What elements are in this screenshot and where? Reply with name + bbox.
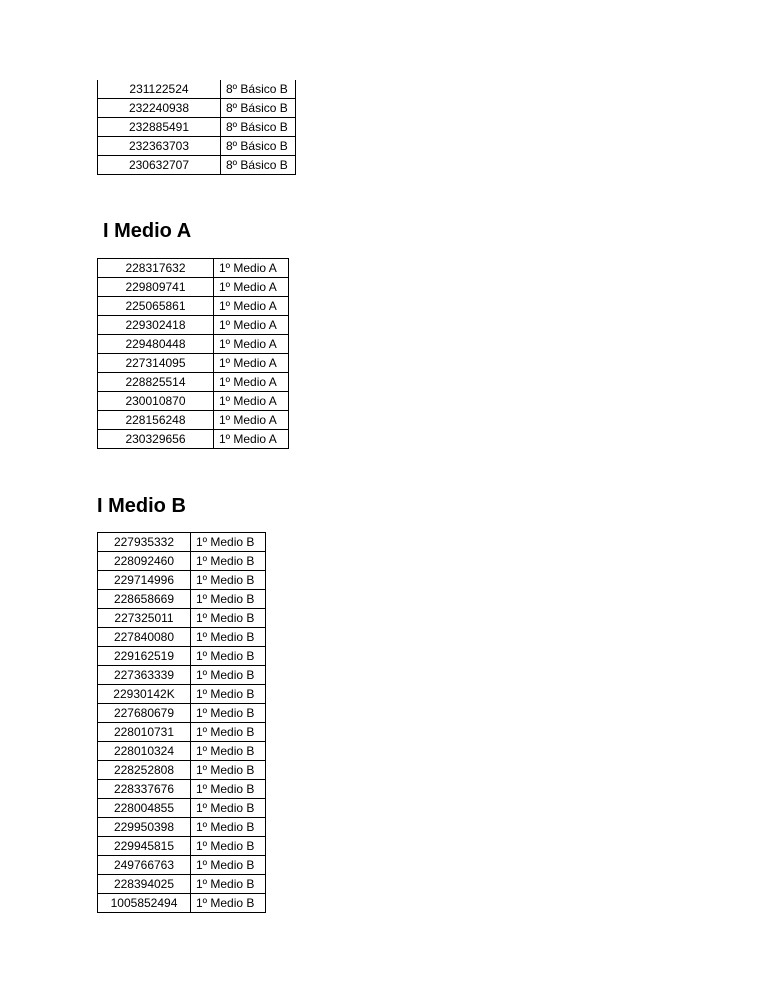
- roster-table-body: [98, 80, 296, 175]
- course-cell: 1º Medio A: [214, 373, 289, 392]
- roster-table-body: [98, 533, 266, 913]
- student-id-cell: 232885491: [98, 118, 221, 137]
- table-row: [98, 590, 266, 609]
- table-row: [98, 609, 266, 628]
- course-cell: 1º Medio A: [214, 316, 289, 335]
- student-id-cell: 228010324: [98, 742, 191, 761]
- table-row: [98, 118, 296, 137]
- course-cell: 1º Medio B: [191, 723, 266, 742]
- student-id-cell: 229162519: [98, 647, 191, 666]
- course-cell: 1º Medio B: [191, 894, 266, 913]
- course-cell: 1º Medio B: [191, 666, 266, 685]
- course-cell: 8º Básico B: [221, 156, 296, 175]
- student-id-cell: 228825514: [98, 373, 214, 392]
- table-row: [98, 278, 289, 297]
- table-row: [98, 80, 296, 99]
- course-cell: 1º Medio B: [191, 761, 266, 780]
- course-cell: 1º Medio B: [191, 742, 266, 761]
- roster-table-1-medio-b: [97, 532, 266, 913]
- student-id-cell: 228317632: [98, 259, 214, 278]
- student-id-cell: 227314095: [98, 354, 214, 373]
- table-row: [98, 666, 266, 685]
- table-row: [98, 354, 289, 373]
- course-cell: 1º Medio B: [191, 628, 266, 647]
- course-cell: 1º Medio B: [191, 552, 266, 571]
- course-cell: 1º Medio B: [191, 875, 266, 894]
- section-heading-1-medio-a: I Medio A: [103, 220, 192, 242]
- student-id-cell: 227935332: [98, 533, 191, 552]
- student-id-cell: 227680679: [98, 704, 191, 723]
- student-id-cell: 232240938: [98, 99, 221, 118]
- table-row: [98, 780, 266, 799]
- table-row: [98, 430, 289, 449]
- course-cell: 1º Medio B: [191, 799, 266, 818]
- student-id-cell: 229950398: [98, 818, 191, 837]
- course-cell: 1º Medio B: [191, 704, 266, 723]
- table-row: [98, 647, 266, 666]
- student-id-cell: 227840080: [98, 628, 191, 647]
- course-cell: 1º Medio A: [214, 430, 289, 449]
- table-row: [98, 137, 296, 156]
- student-id-cell: 228394025: [98, 875, 191, 894]
- student-id-cell: 229945815: [98, 837, 191, 856]
- table-row: [98, 704, 266, 723]
- table-row: [98, 818, 266, 837]
- student-id-cell: 229714996: [98, 571, 191, 590]
- roster-table-8-basico-b: [97, 80, 296, 175]
- table-row: [98, 411, 289, 430]
- course-cell: 1º Medio B: [191, 780, 266, 799]
- table-row: [98, 628, 266, 647]
- student-id-cell: 229302418: [98, 316, 214, 335]
- roster-table-body: [98, 259, 289, 449]
- course-cell: 1º Medio B: [191, 571, 266, 590]
- student-id-cell: 232363703: [98, 137, 221, 156]
- student-id-cell: 230329656: [98, 430, 214, 449]
- student-id-cell: 230632707: [98, 156, 221, 175]
- table-row: [98, 685, 266, 704]
- table-row: [98, 894, 266, 913]
- course-cell: 1º Medio A: [214, 411, 289, 430]
- course-cell: 1º Medio A: [214, 278, 289, 297]
- course-cell: 1º Medio A: [214, 335, 289, 354]
- student-id-cell: 228010731: [98, 723, 191, 742]
- course-cell: 1º Medio B: [191, 818, 266, 837]
- course-cell: 8º Básico B: [221, 137, 296, 156]
- student-id-cell: 227325011: [98, 609, 191, 628]
- table-row: [98, 316, 289, 335]
- course-cell: 1º Medio B: [191, 647, 266, 666]
- table-row: [98, 875, 266, 894]
- student-id-cell: 228337676: [98, 780, 191, 799]
- student-id-cell: 229809741: [98, 278, 214, 297]
- table-row: [98, 156, 296, 175]
- student-id-cell: 227363339: [98, 666, 191, 685]
- table-row: [98, 552, 266, 571]
- table-row: [98, 799, 266, 818]
- section-heading-1-medio-b: I Medio B: [97, 495, 186, 517]
- table-row: [98, 259, 289, 278]
- student-id-cell: 1005852494: [98, 894, 191, 913]
- student-id-cell: 228092460: [98, 552, 191, 571]
- student-id-cell: 225065861: [98, 297, 214, 316]
- course-cell: 1º Medio A: [214, 259, 289, 278]
- course-cell: 1º Medio B: [191, 856, 266, 875]
- student-id-cell: 228658669: [98, 590, 191, 609]
- course-cell: 1º Medio B: [191, 609, 266, 628]
- table-row: [98, 742, 266, 761]
- course-cell: 8º Básico B: [221, 118, 296, 137]
- course-cell: 1º Medio B: [191, 837, 266, 856]
- table-row: [98, 837, 266, 856]
- table-row: [98, 723, 266, 742]
- course-cell: 1º Medio B: [191, 685, 266, 704]
- course-cell: 1º Medio A: [214, 392, 289, 411]
- course-cell: 1º Medio A: [214, 297, 289, 316]
- course-cell: 8º Básico B: [221, 99, 296, 118]
- student-id-cell: 228004855: [98, 799, 191, 818]
- student-id-cell: 22930142K: [98, 685, 191, 704]
- table-row: [98, 533, 266, 552]
- student-id-cell: 228156248: [98, 411, 214, 430]
- course-cell: 1º Medio B: [191, 533, 266, 552]
- table-row: [98, 297, 289, 316]
- table-row: [98, 571, 266, 590]
- roster-table-1-medio-a: [97, 258, 289, 449]
- student-id-cell: 230010870: [98, 392, 214, 411]
- table-row: [98, 99, 296, 118]
- table-row: [98, 335, 289, 354]
- course-cell: 1º Medio B: [191, 590, 266, 609]
- table-row: [98, 761, 266, 780]
- course-cell: 8º Básico B: [221, 80, 296, 99]
- table-row: [98, 392, 289, 411]
- student-id-cell: 249766763: [98, 856, 191, 875]
- student-id-cell: 231122524: [98, 80, 221, 99]
- course-cell: 1º Medio A: [214, 354, 289, 373]
- table-row: [98, 373, 289, 392]
- table-row: [98, 856, 266, 875]
- student-id-cell: 229480448: [98, 335, 214, 354]
- student-id-cell: 228252808: [98, 761, 191, 780]
